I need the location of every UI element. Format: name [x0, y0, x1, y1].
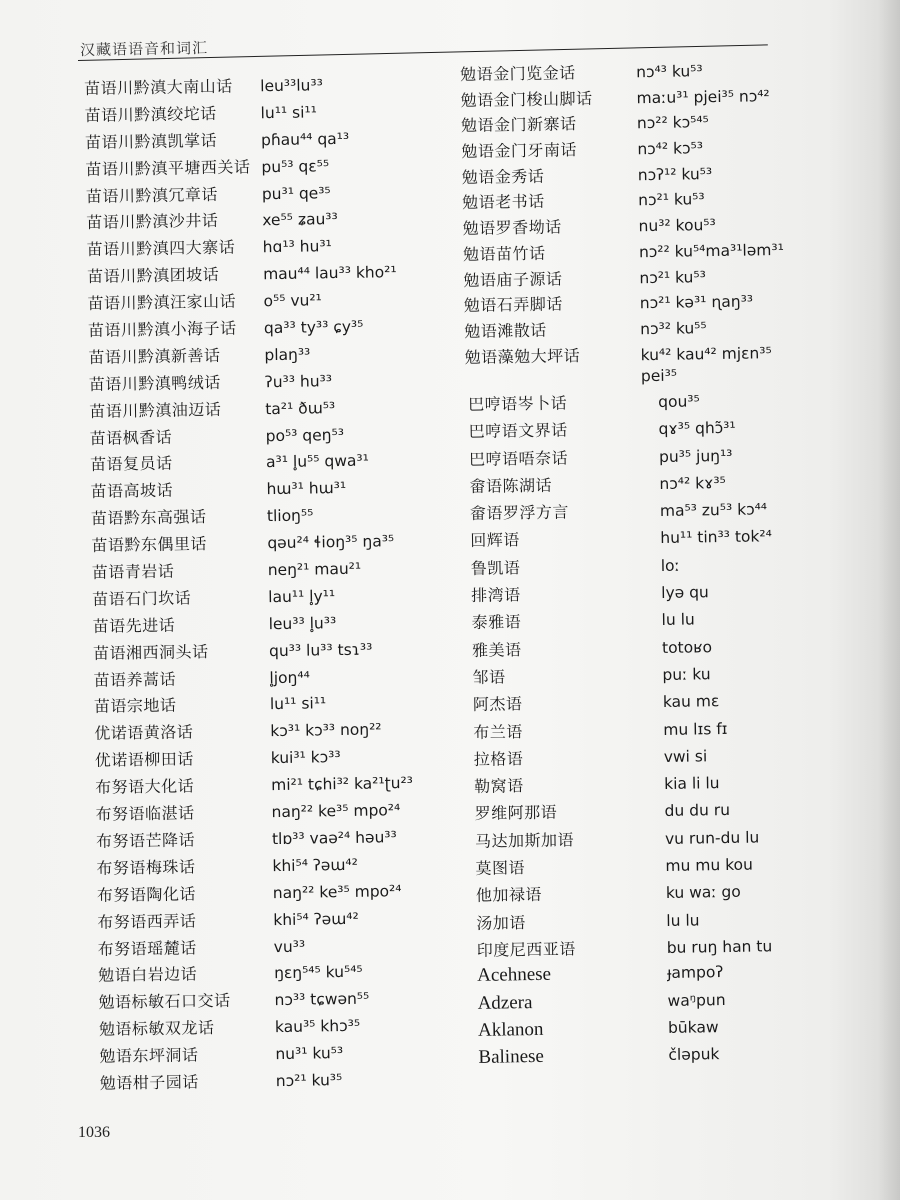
word-form: vwi si — [663, 747, 708, 766]
word-form: tlioŋ⁵⁵ — [266, 506, 314, 526]
language-name: Acehnese — [477, 964, 552, 987]
language-name: Aklanon — [477, 1018, 544, 1041]
word-form: po⁵³ qeŋ⁵³ — [265, 425, 345, 445]
word-form: hɑ¹³ hu³¹ — [262, 237, 332, 257]
word-form: hu¹¹ tin³³ tok²⁴ — [660, 527, 772, 548]
word-form: ʔu³³ hu³³ — [264, 371, 333, 391]
word-form: nɔ²¹ ku⁵³ — [639, 267, 706, 287]
language-name — [465, 381, 641, 384]
language-name: 苗语先进话 — [92, 615, 176, 636]
word-form: nɔ⁴³ ku⁵³ — [636, 62, 703, 82]
language-name: 他加禄语 — [475, 885, 543, 906]
language-name: 苗语川黔滇大南山话 — [84, 76, 233, 98]
word-form: du du ru — [664, 801, 731, 821]
word-form: mu mu kou — [665, 855, 754, 876]
word-form: mu lɪs fɪ — [663, 719, 728, 739]
language-name: 苗语川黔滇绞坨话 — [84, 103, 217, 125]
language-name: 苗语川黔滇冗章话 — [85, 184, 219, 206]
language-name: 苗语川黔滇汪家山话 — [87, 291, 237, 314]
word-form: lu lu — [661, 610, 695, 630]
word-form: ku waː go — [665, 883, 741, 903]
language-name: 苗语川黔滇四大寨话 — [86, 237, 236, 260]
language-name: 优诺语黄洛话 — [94, 722, 194, 744]
language-name: 勉语标敏双龙话 — [98, 1018, 215, 1040]
language-name: 勉语金门新寨话 — [460, 114, 577, 136]
language-name: 巴哼语文界话 — [468, 420, 568, 442]
language-name: 阿杰语 — [472, 694, 523, 715]
word-form: qəu²⁴ ɬioŋ³⁵ ŋa³⁵ — [267, 532, 395, 553]
language-name: 莫图语 — [475, 858, 526, 878]
word-form: lu lu — [666, 911, 700, 930]
word-form: l̥joŋ⁴⁴ — [269, 668, 310, 687]
word-form: kau mɛ — [662, 692, 720, 712]
language-name: 勒窝语 — [474, 776, 524, 797]
word-form: pɦau⁴⁴ qa¹³ — [260, 129, 350, 150]
word-form: nɔ²² kɔ⁵⁴⁵ — [636, 113, 709, 133]
word-form: nɔ²¹ kə³¹ ɳaŋ³³ — [639, 292, 754, 313]
language-name: 勉语金门牙南话 — [461, 140, 578, 162]
language-name: 布努语陶化话 — [96, 884, 197, 905]
word-form: lyə qu — [661, 583, 709, 603]
language-name: 畲语陈湖话 — [469, 475, 553, 496]
word-form: xe⁵⁵ ʑau³³ — [262, 210, 338, 230]
word-form: bu ruŋ han tu — [666, 937, 773, 957]
word-form: naŋ²² ke³⁵ mpo²⁴ — [271, 801, 401, 822]
word-form: khi⁵⁴ ʔəɯ⁴² — [272, 855, 358, 875]
language-name: 苗语石门坎话 — [92, 588, 192, 609]
language-name: 苗语枫香话 — [89, 427, 173, 448]
language-name: 勉语老书话 — [462, 192, 545, 213]
word-form: a³¹ l̥u⁵⁵ qwa³¹ — [265, 452, 370, 472]
entry-row — [478, 1042, 780, 1074]
word-form: nu³² kou⁵³ — [638, 216, 716, 236]
word-form: hɯ³¹ hɯ³¹ — [266, 479, 347, 499]
word-form: qa³³ ty³³ ɕy³⁵ — [263, 317, 364, 338]
word-form: mau⁴⁴ lau³³ kho²¹ — [262, 263, 397, 284]
word-form: puː ku — [662, 665, 711, 684]
language-name: 苗语养蒿话 — [93, 669, 177, 690]
language-name: 布兰语 — [473, 721, 524, 742]
right-column-bottom — [468, 387, 780, 1074]
language-name: 勉语罗香坳话 — [462, 217, 562, 239]
word-form: nɔʔ¹² ku⁵³ — [637, 164, 713, 184]
word-form: totoʁo — [661, 637, 713, 657]
language-name: 布努语大化话 — [95, 776, 195, 798]
word-form: neŋ²¹ mau²¹ — [267, 559, 362, 580]
language-name: 勉语庙子源话 — [463, 268, 563, 290]
language-name: 苗语川黔滇鸭绒话 — [88, 372, 221, 394]
language-name: 布努语西弄话 — [97, 910, 197, 932]
language-name: 苗语青岩话 — [91, 561, 175, 582]
language-name: 拉格语 — [473, 749, 524, 769]
language-name: 苗语川黔滇油迈话 — [89, 399, 222, 421]
language-name: 畲语罗浮方言 — [469, 502, 570, 524]
language-name: 苗语川黔滇团坡话 — [87, 265, 220, 287]
language-name: 汤加语 — [476, 912, 527, 933]
language-name: 布努语梅珠话 — [96, 857, 196, 878]
language-name: 巴哼语唔奈话 — [468, 448, 569, 469]
word-form: nɔ³² ku⁵⁵ — [640, 319, 707, 339]
language-name: 勉语金门梭山脚话 — [460, 88, 593, 110]
language-name: 巴哼语岑卜话 — [468, 393, 568, 414]
word-form: ma⁵³ zu⁵³ kɔ⁴⁴ — [659, 500, 768, 521]
language-name: 马达加斯加语 — [474, 830, 575, 851]
word-form: o⁵⁵ vu²¹ — [263, 291, 322, 311]
word-form: vu run-du lu — [664, 828, 760, 848]
word-form: nɔ⁴² kɔ⁵³ — [637, 139, 704, 159]
word-form: ku⁴² kau⁴² mjɛn³⁵ — [640, 343, 772, 364]
language-name: 优诺语柳田话 — [94, 749, 194, 771]
word-form: loː — [660, 556, 680, 575]
language-name: 勉语金秀话 — [461, 166, 545, 187]
running-header: 汉藏语语音和词汇 — [79, 38, 209, 60]
left-column — [84, 71, 418, 1098]
word-form: ta²¹ ðɯ⁵³ — [265, 398, 336, 418]
word-form: ŋɛŋ⁵⁴⁵ ku⁵⁴⁵ — [273, 963, 363, 983]
word-form: lu¹¹ si¹¹ — [260, 103, 318, 123]
language-name: 苗语宗地话 — [93, 696, 177, 717]
word-form: pu⁵³ qɛ⁵⁵ — [261, 156, 330, 176]
language-name: Balinese — [478, 1046, 545, 1069]
word-form: leu³³ l̥u³³ — [268, 613, 337, 633]
entry-row — [100, 1066, 418, 1098]
page-number: 1036 — [78, 1124, 110, 1141]
word-form: pu³¹ qe³⁵ — [261, 183, 331, 203]
right-column-top — [460, 57, 786, 396]
language-name: 勉语标敏石口交话 — [98, 991, 231, 1013]
word-form: lau¹¹ l̥y¹¹ — [268, 587, 336, 607]
language-name: 苗语川黔滇沙井话 — [86, 211, 219, 233]
word-form: qɤ³⁵ qhɔ̃³¹ — [658, 419, 736, 439]
language-name: 勉语滩散话 — [464, 320, 547, 341]
language-name: 回辉语 — [470, 530, 520, 551]
language-name: 勉语藻勉大坪话 — [464, 345, 581, 367]
language-name: 苗语黔东高强话 — [90, 507, 207, 529]
language-name: 苗语湘西洞头话 — [92, 641, 209, 663]
word-form: nɔ⁴² kɤ³⁵ — [659, 473, 726, 493]
word-form: kau³⁵ khɔ³⁵ — [274, 1016, 361, 1037]
word-form: nɔ³³ tɕwən⁵⁵ — [274, 989, 370, 1010]
language-name: 勉语柑子园话 — [99, 1072, 199, 1093]
language-name: 罗维阿那语 — [474, 803, 558, 824]
language-name: 布努语芒降话 — [95, 830, 196, 851]
language-name: 苗语川黔滇平塘西关话 — [85, 157, 251, 179]
word-form: nɔ²¹ ku⁵³ — [638, 190, 705, 210]
word-form: plaŋ³³ — [264, 345, 311, 365]
word-form: kui³¹ kɔ³³ — [270, 748, 341, 768]
word-form: kia li lu — [664, 774, 720, 794]
word-form: maːu³¹ pjei³⁵ nɔ⁴² — [636, 86, 770, 107]
language-name: 印度尼西亚语 — [476, 939, 576, 960]
word-form: lu¹¹ si¹¹ — [269, 694, 327, 714]
word-form: naŋ²² ke³⁵ mpo²⁴ — [272, 881, 402, 902]
word-form: nu³¹ ku⁵³ — [275, 1044, 344, 1064]
language-name: 布努语临湛话 — [95, 803, 195, 824]
word-form: vu³³ — [273, 937, 306, 956]
word-form: mi²¹ tɕhi³² ka²¹ʈu²³ — [271, 774, 414, 795]
word-form: tlɒ³³ vaə²⁴ həu³³ — [271, 828, 397, 849]
language-name: 苗语川黔滇小海子话 — [87, 318, 237, 340]
language-name: 勉语东坪洞话 — [99, 1045, 199, 1066]
word-form: pu³⁵ juŋ¹³ — [658, 446, 733, 466]
word-form: qu³³ lu³³ tsɿ³³ — [268, 640, 373, 660]
language-name: 鲁凯语 — [470, 557, 521, 578]
language-name: 勉语白岩边话 — [97, 964, 198, 986]
language-name: 勉语苗竹话 — [462, 243, 546, 264]
word-form: leu³³lu³³ — [260, 76, 323, 96]
language-name: 勉语石弄脚话 — [463, 294, 563, 316]
word-form: qou³⁵ — [658, 392, 700, 412]
word-form: pei³⁵ — [640, 366, 678, 386]
page-edge-shadow — [878, 0, 900, 1200]
word-form: kɔ³¹ kɔ³³ noŋ²² — [270, 720, 382, 741]
word-form: ɟampoʔ — [667, 963, 724, 983]
language-name: 泰雅语 — [471, 612, 522, 633]
language-name: 勉语金门览金话 — [460, 63, 576, 84]
language-name: 苗语黔东偶里话 — [91, 534, 208, 556]
language-name: 邹语 — [472, 667, 506, 687]
language-name: 苗语川黔滇新善话 — [88, 345, 221, 367]
language-name: 苗语复员话 — [89, 454, 173, 475]
word-form: nɔ²¹ ku³⁵ — [275, 1071, 343, 1091]
language-name: 苗语高坡话 — [90, 481, 174, 502]
word-form: khi⁵⁴ ʔəɯ⁴² — [273, 909, 359, 929]
word-form: būkaw — [667, 1017, 719, 1037]
language-name: 排湾语 — [471, 585, 521, 606]
language-name: 布努语瑶麓话 — [97, 937, 197, 959]
language-name: 苗语川黔滇凯掌话 — [84, 130, 218, 152]
language-name: 雅美语 — [471, 639, 522, 660]
word-form: waᵑpun — [667, 990, 726, 1010]
word-form: nɔ²² ku⁵⁴ma³¹ləm³¹ — [638, 240, 784, 262]
word-form: čləpuk — [668, 1045, 720, 1065]
language-name: Adzera — [477, 991, 533, 1014]
